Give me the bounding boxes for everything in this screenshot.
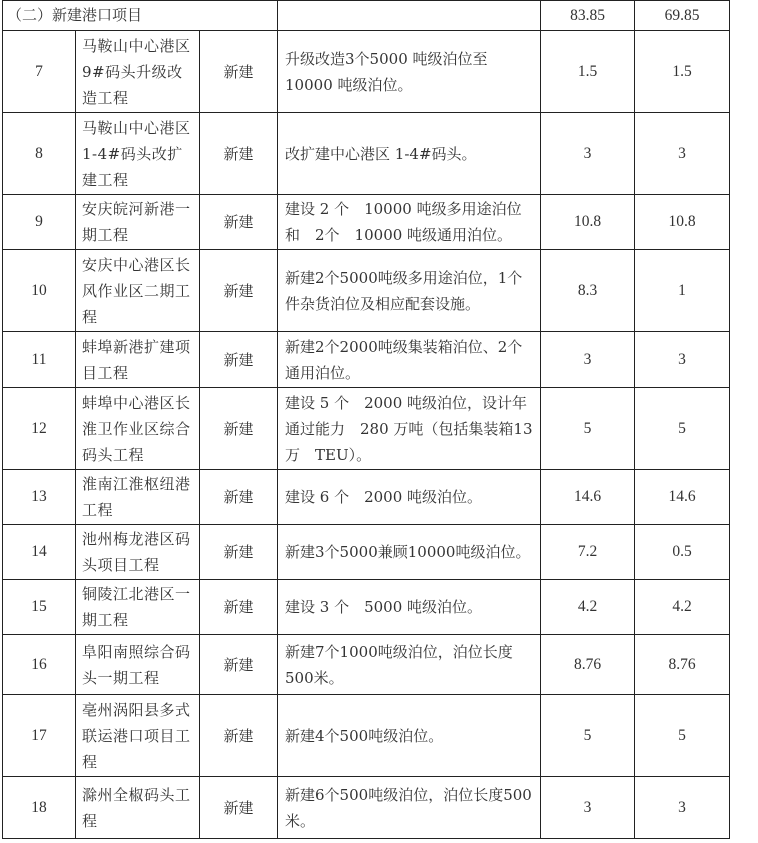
value-1: 3: [541, 113, 635, 195]
project-type: 新建: [200, 525, 278, 580]
value-1: 8.3: [541, 250, 635, 332]
row-number: 18: [3, 777, 76, 839]
project-description: 建设 2 个 10000 吨级多用途泊位和 2个 10000 吨级通用泊位。: [278, 195, 541, 250]
project-type: 新建: [200, 250, 278, 332]
value-1: 5: [541, 388, 635, 470]
row-number: 11: [3, 332, 76, 388]
project-type: 新建: [200, 113, 278, 195]
row-number: 12: [3, 388, 76, 470]
value-1: 8.76: [541, 635, 635, 695]
project-table-wrapper: [2, 0, 730, 839]
project-description: 建设 3 个 5000 吨级泊位。: [278, 580, 541, 635]
project-name: 蚌埠中心港区长淮卫作业区综合码头工程: [76, 388, 200, 470]
row-number: 10: [3, 250, 76, 332]
row-number: 16: [3, 635, 76, 695]
value-2: 14.6: [635, 470, 730, 525]
project-name: 铜陵江北港区一期工程: [76, 580, 200, 635]
project-type: 新建: [200, 580, 278, 635]
section-header-row: [3, 1, 730, 31]
section-header-empty: [278, 1, 541, 31]
row-number: 8: [3, 113, 76, 195]
project-description: 建设 5 个 2000 吨级泊位，设计年通过能力 280 万吨（包括集装箱13万 TEU）。: [278, 388, 541, 470]
project-description: 新建2个5000吨级多用途泊位，1个件杂货泊位及相应配套设施。: [278, 250, 541, 332]
project-name: 池州梅龙港区码头项目工程: [76, 525, 200, 580]
table-row: [3, 31, 730, 113]
row-number: 17: [3, 695, 76, 777]
value-2: 5: [635, 388, 730, 470]
value-2: 8.76: [635, 635, 730, 695]
project-name: 亳州涡阳县多式联运港口项目工程: [76, 695, 200, 777]
value-2: 4.2: [635, 580, 730, 635]
project-type: 新建: [200, 388, 278, 470]
table-row: [3, 388, 730, 470]
project-type: 新建: [200, 31, 278, 113]
table-row: [3, 195, 730, 250]
table-row: [3, 470, 730, 525]
project-name: 马鞍山中心港区9#码头升级改造工程: [76, 31, 200, 113]
project-type: 新建: [200, 195, 278, 250]
project-description: 建设 6 个 2000 吨级泊位。: [278, 470, 541, 525]
value-2: 5: [635, 695, 730, 777]
row-number: 15: [3, 580, 76, 635]
project-name: 马鞍山中心港区 1-4#码头改扩建工程: [76, 113, 200, 195]
value-2: 1.5: [635, 31, 730, 113]
row-number: 13: [3, 470, 76, 525]
table-row: [3, 580, 730, 635]
row-number: 7: [3, 31, 76, 113]
project-type: 新建: [200, 332, 278, 388]
project-table: [2, 0, 730, 839]
value-2: 3: [635, 777, 730, 839]
value-2: 10.8: [635, 195, 730, 250]
table-row: [3, 113, 730, 195]
project-name: 淮南江淮枢纽港工程: [76, 470, 200, 525]
table-row: [3, 695, 730, 777]
project-type: 新建: [200, 695, 278, 777]
table-row: [3, 250, 730, 332]
row-number: 14: [3, 525, 76, 580]
project-description: 新建4个500吨级泊位。: [278, 695, 541, 777]
value-1: 3: [541, 332, 635, 388]
row-number: 9: [3, 195, 76, 250]
value-1: 14.6: [541, 470, 635, 525]
value-1: 5: [541, 695, 635, 777]
value-2: 1: [635, 250, 730, 332]
value-2: 3: [635, 332, 730, 388]
project-description: 新建2个2000吨级集装箱泊位、2个通用泊位。: [278, 332, 541, 388]
project-name: 阜阳南照综合码头一期工程: [76, 635, 200, 695]
project-name: 安庆中心港区长风作业区二期工程: [76, 250, 200, 332]
value-1: 10.8: [541, 195, 635, 250]
project-description: 新建6个500吨级泊位，泊位长度500米。: [278, 777, 541, 839]
table-row: [3, 635, 730, 695]
section-title: （二）新建港口项目: [3, 1, 278, 31]
project-name: 安庆皖河新港一期工程: [76, 195, 200, 250]
project-type: 新建: [200, 777, 278, 839]
value-1: 7.2: [541, 525, 635, 580]
project-description: 新建3个5000兼顾10000吨级泊位。: [278, 525, 541, 580]
section-total-1: 83.85: [541, 1, 635, 31]
value-2: 0.5: [635, 525, 730, 580]
project-description: 改扩建中心港区 1-4#码头。: [278, 113, 541, 195]
project-name: 蚌埠新港扩建项目工程: [76, 332, 200, 388]
project-description: 新建7个1000吨级泊位，泊位长度500米。: [278, 635, 541, 695]
project-type: 新建: [200, 470, 278, 525]
section-total-2: 69.85: [635, 1, 730, 31]
table-row: [3, 777, 730, 839]
table-row: [3, 332, 730, 388]
value-1: 1.5: [541, 31, 635, 113]
project-name: 滁州全椒码头工程: [76, 777, 200, 839]
table-row: [3, 525, 730, 580]
value-1: 4.2: [541, 580, 635, 635]
project-description: 升级改造3个5000 吨级泊位至10000 吨级泊位。: [278, 31, 541, 113]
value-2: 3: [635, 113, 730, 195]
value-1: 3: [541, 777, 635, 839]
project-type: 新建: [200, 635, 278, 695]
